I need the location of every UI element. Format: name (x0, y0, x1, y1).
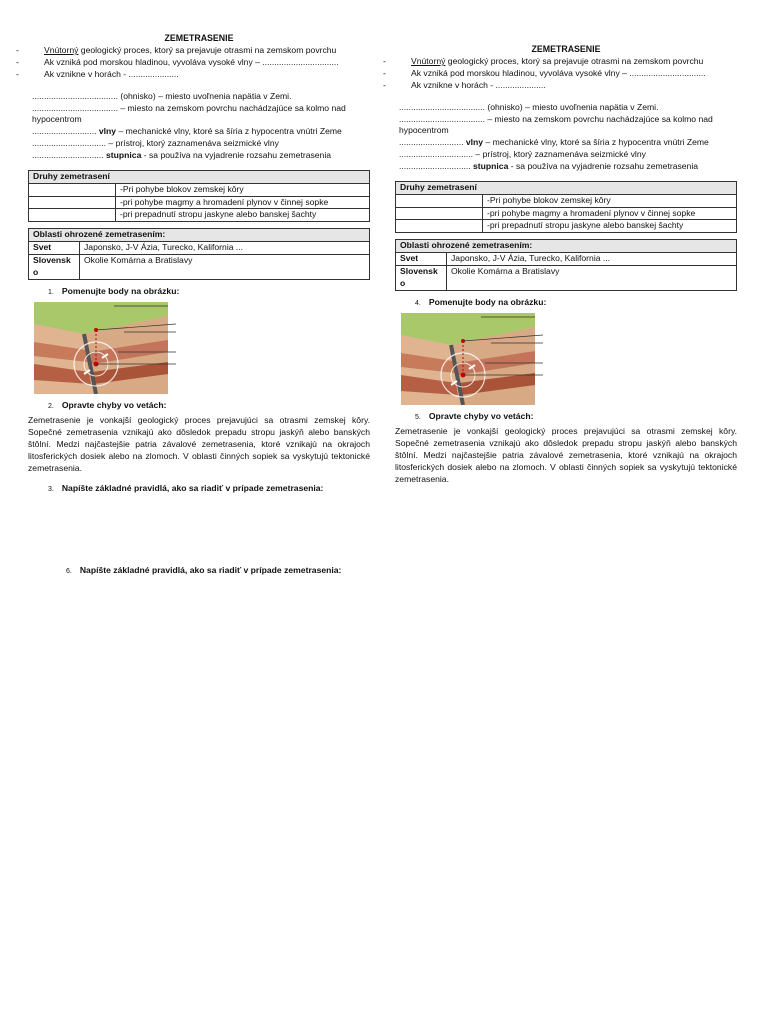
blank-cell[interactable] (29, 183, 116, 196)
blank-cell[interactable] (396, 220, 483, 233)
intro-item: - Ak vznikne v horách - ..................... (28, 69, 370, 81)
definition-line: .............................. stupnica - sa používa na vyjadrenie rozsahu zemetrasenia (32, 150, 332, 160)
task-errors-heading: 5. Opravte chyby vo vetách: (415, 410, 534, 421)
blank-cell[interactable] (29, 209, 116, 222)
earthquake-diagram (401, 313, 553, 405)
areas-value: Japonsko, J-V Ázia, Turecko, Kalifornia ... (80, 242, 370, 255)
areas-value: Okolie Komárna a Bratislavy (80, 255, 370, 280)
areas-label: Svet (396, 253, 447, 266)
types-table-header: Druhy zemetrasení (29, 170, 370, 183)
worksheet-left (28, 32, 370, 580)
definition-line: .................................... (ohnisko) – miesto uvoľnenia napätia v Zemi. (399, 101, 659, 112)
areas-value: Okolie Komárna a Bratislavy (447, 266, 737, 291)
areas-table-header: Oblasti ohrozené zemetrasením: (396, 240, 737, 253)
areas-value: Japonsko, J-V Ázia, Turecko, Kalifornia ... (447, 253, 737, 266)
blank-cell[interactable] (29, 196, 116, 209)
types-table (28, 170, 370, 222)
definitions (32, 91, 370, 162)
types-table-header: Druhy zemetrasení (396, 181, 737, 194)
areas-table-header: Oblasti ohrozené zemetrasením: (29, 229, 370, 242)
intro-item: - Ak vzniká pod morskou hladinou, vyvoláva vysoké vlny – ................................ (28, 57, 370, 69)
definition-line: ........................... vlny – mechanické vlny, ktoré sa šíria z hypocentra vnútri Zeme (32, 126, 342, 137)
definition-line: .................................... – miesto na zemskom povrchu nachádzajúce sa kolmo nad hypocentrom (32, 102, 346, 125)
definition-line: ............................... – prístroj, ktorý zaznamenáva seizmické vlny (32, 138, 279, 149)
task-rules-heading: 3. Napíšte základné pravidlá, ako sa riadiť v prípade zemetrasenia: (48, 482, 324, 493)
blank-cell[interactable] (396, 194, 483, 207)
worksheet-right (395, 43, 737, 486)
task-picture-heading: 4. Pomenujte body na obrázku: (415, 296, 547, 307)
types-cell: -Pri pohybe blokov zemskej kôry (116, 183, 370, 196)
definition-line: ........................... vlny – mechanické vlny, ktoré sa šíria z hypocentra vnútri Zeme (399, 137, 709, 148)
intro-list (28, 45, 370, 81)
intro-item: - Ak vznikne v horách - ..................... (395, 80, 737, 92)
earthquake-diagram (34, 302, 186, 394)
task-errors-heading: 2. Opravte chyby vo vetách: (48, 399, 167, 410)
areas-label: Svet (29, 242, 80, 255)
types-table (395, 181, 737, 233)
definition-line: .................................... (ohnisko) – miesto uvoľnenia napätia v Zemi. (32, 90, 292, 101)
types-cell: -pri prepadnutí stropu jaskyne alebo banskej šachty (483, 220, 737, 233)
areas-label: Slovensk o (29, 255, 80, 280)
definition-line: .................................... – miesto na zemskom povrchu nachádzajúce sa kolmo nad hypocentrom (399, 113, 713, 136)
task-rules-heading: 6. Napíšte základné pravidlá, ako sa riadiť v prípade zemetrasenia: (66, 564, 342, 575)
definition-line: .............................. stupnica - sa používa na vyjadrenie rozsahu zemetrasenia (399, 161, 699, 171)
types-cell: -Pri pohybe blokov zemskej kôry (483, 194, 737, 207)
underlined-word: Vnútorný (44, 45, 79, 56)
definition-line: ............................... – prístroj, ktorý zaznamenáva seizmické vlny (399, 149, 646, 160)
task-picture-heading: 1. Pomenujte body na obrázku: (48, 285, 180, 296)
intro-list (395, 56, 737, 92)
types-cell: -pri prepadnutí stropu jaskyne alebo banskej šachty (116, 209, 370, 222)
types-cell: -pri pohybe magmy a hromadení plynov v činnej sopke (483, 207, 737, 220)
worksheet-title: ZEMETRASENIE (164, 33, 234, 43)
areas-table (395, 239, 737, 290)
blank-cell[interactable] (396, 207, 483, 220)
worksheet-title: ZEMETRASENIE (531, 44, 601, 54)
types-cell: -pri pohybe magmy a hromadení plynov v činnej sopke (116, 196, 370, 209)
error-paragraph: Zemetrasenie je vonkajší geologický proces prejavujúci sa otrasmi zemskej kôry. Sopečné zemetrasenia vznikajú ako dôsledok prepadu stropu jaskýň alebo banských štôlní. Medzi najčastejšie patria závalové zemetrasenia, ktoré vznikajú na okrajoch litosferických dosiek alebo na zlomoch. V oblasti činných sopiek sa vyskytujú tektonické zemetrasenia. (28, 415, 370, 473)
error-paragraph: Zemetrasenie je vonkajší geologický proces prejavujúci sa otrasmi zemskej kôry. Sopečné zemetrasenia vznikajú ako dôsledok prepadu stropu jaskýň alebo banských štôlní. Medzi najčastejšie patria závalové zemetrasenia, ktoré vznikajú na okrajoch litosferických dosiek alebo na zlomoch. V oblasti činných sopiek sa vyskytujú tektonické zemetrasenia. (395, 426, 737, 484)
intro-item: - Ak vzniká pod morskou hladinou, vyvoláva vysoké vlny – ................................ (395, 68, 737, 80)
areas-label: Slovensk o (396, 266, 447, 291)
intro-item: - Vnútorný geologický proces, ktorý sa prejavuje otrasmi na zemskom povrchu (28, 45, 370, 57)
intro-item: - Vnútorný geologický proces, ktorý sa prejavuje otrasmi na zemskom povrchu (395, 56, 737, 68)
underlined-word: Vnútorný (411, 56, 446, 67)
areas-table (28, 228, 370, 279)
definitions (399, 102, 737, 173)
